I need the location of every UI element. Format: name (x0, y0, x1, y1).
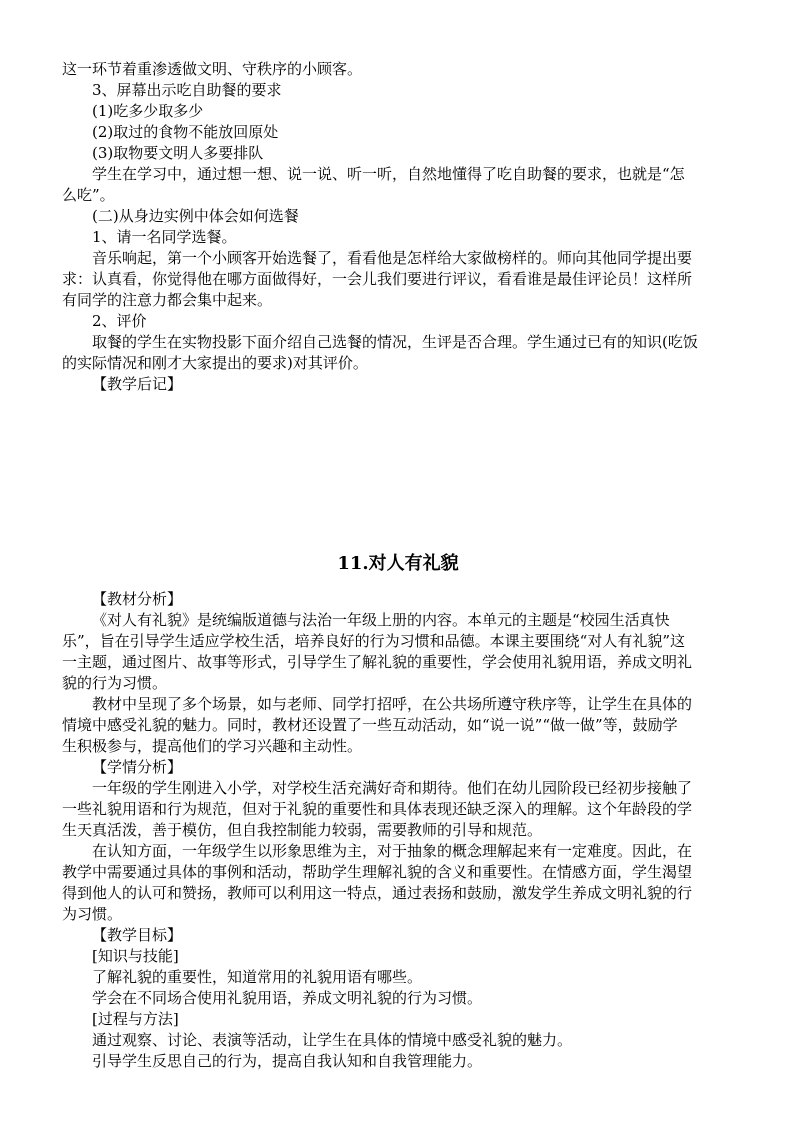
paragraph-line: 求：认真看，你觉得他在哪方面做得好，一会儿我们要进行评议，看看谁是最佳评论员！这样所 (62, 270, 693, 288)
paragraph-line: 教学中需要通过具体的事例和活动，帮助学生理解礼貌的含义和重要性。在情感方面，学生渴望 (62, 863, 693, 881)
paragraph-line: 教材中呈现了多个场景，如与老师、同学打招呼，在公共场所遵守秩序等，让学生在具体的 (92, 695, 693, 713)
paragraph-line: 引导学生反思自己的行为，提高自我认知和自我管理能力。 (92, 1052, 483, 1070)
lesson-title: 11.对人有礼貌 (337, 553, 459, 574)
paragraph-line: 了解礼貌的重要性，知道常用的礼貌用语有哪些。 (92, 968, 423, 986)
section-lesson-11 (62, 589, 734, 1072)
paragraph-line: 么吃”。 (62, 186, 115, 204)
paragraph-line: 一主题，通过图片、故事等形式，引导学生了解礼貌的重要性，学会使用礼貌用语，养成文明礼 (62, 653, 693, 671)
paragraph-line: 貌的行为习惯。 (62, 674, 168, 692)
section-heading: 【学情分析】 (92, 758, 183, 776)
paragraph-line: 生天真活泼，善于模仿，但自我控制能力较弱，需要教师的引导和规范。 (62, 821, 543, 839)
paragraph-line: 生积极参与，提高他们的学习兴趣和主动性。 (62, 737, 363, 755)
paragraph-line: (1)吃多少取多少 (92, 102, 204, 120)
section-heading: 【教学后记】 (92, 375, 183, 393)
paragraph-line: 在认知方面，一年级学生以形象思维为主，对于抽象的概念理解起来有一定难度。因此，在 (92, 842, 693, 860)
paragraph-line: 《对人有礼貌》是统编版道德与法治一年级上册的内容。本单元的主题是“校园生活真快 (92, 611, 670, 629)
paragraph-line: 学会在不同场合使用礼貌用语，养成文明礼貌的行为习惯。 (92, 989, 483, 1007)
paragraph-line: 情境中感受礼貌的魅力。同时，教材还设置了一些互动活动，如“说一说”“做一做”等，鼓励学 (62, 716, 678, 734)
paragraph-line: (3)取物要文明人多要排队 (92, 144, 264, 162)
paragraph-line: 1、请一名同学选餐。 (92, 228, 237, 246)
paragraph-line: 的实际情况和刚才大家提出的要求)对其评价。 (62, 354, 368, 372)
paragraph-line: 一些礼貌用语和行为规范，但对于礼貌的重要性和具体表现还缺乏深入的理解。这个年龄段的学 (62, 800, 693, 818)
section-heading: 【教材分析】 (92, 590, 183, 608)
document-page (62, 59, 734, 1072)
paragraph-line: 有同学的注意力都会集中起来。 (62, 291, 273, 309)
paragraph-line: 一年级的学生刚进入小学，对学校生活充满好奇和期待。他们在幼儿园阶段已经初步接触了 (92, 779, 693, 797)
subsection-heading: [知识与技能] (92, 947, 179, 965)
paragraph-line: 2、评价 (92, 312, 147, 330)
paragraph-line: 这一环节着重渗透做文明、守秩序的小顾客。 (62, 60, 363, 78)
paragraph-line: 学生在学习中，通过想一想、说一说、听一听，自然地懂得了吃自助餐的要求，也就是“怎 (92, 165, 685, 183)
paragraph-line: 取餐的学生在实物投影下面介绍自己选餐的情况，生评是否合理。学生通过已有的知识(吃饭 (92, 333, 698, 351)
paragraph-line: 乐”，旨在引导学生适应学校生活，培养良好的行为习惯和品德。本课主要围绕“对人有礼貌”这 (62, 632, 686, 650)
paragraph-line: 通过观察、讨论、表演等活动，让学生在具体的情境中感受礼貌的魅力。 (92, 1031, 573, 1049)
paragraph-line: 音乐响起，第一个小顾客开始选餐了，看看他是怎样给大家做榜样的。师向其他同学提出要 (92, 249, 693, 267)
section-lesson-10-continued (62, 59, 734, 395)
paragraph-line: (二)从身边实例中体会如何选餐 (92, 207, 299, 225)
paragraph-line: 为习惯。 (62, 905, 123, 923)
section-heading: 【教学目标】 (92, 926, 183, 944)
subsection-heading: [过程与方法] (92, 1010, 179, 1028)
paragraph-line: 得到他人的认可和赞扬，教师可以利用这一特点，通过表扬和鼓励，激发学生养成文明礼貌的行 (62, 884, 693, 902)
paragraph-line: 3、屏幕出示吃自助餐的要求 (92, 81, 282, 99)
paragraph-line: (2)取过的食物不能放回原处 (92, 123, 279, 141)
